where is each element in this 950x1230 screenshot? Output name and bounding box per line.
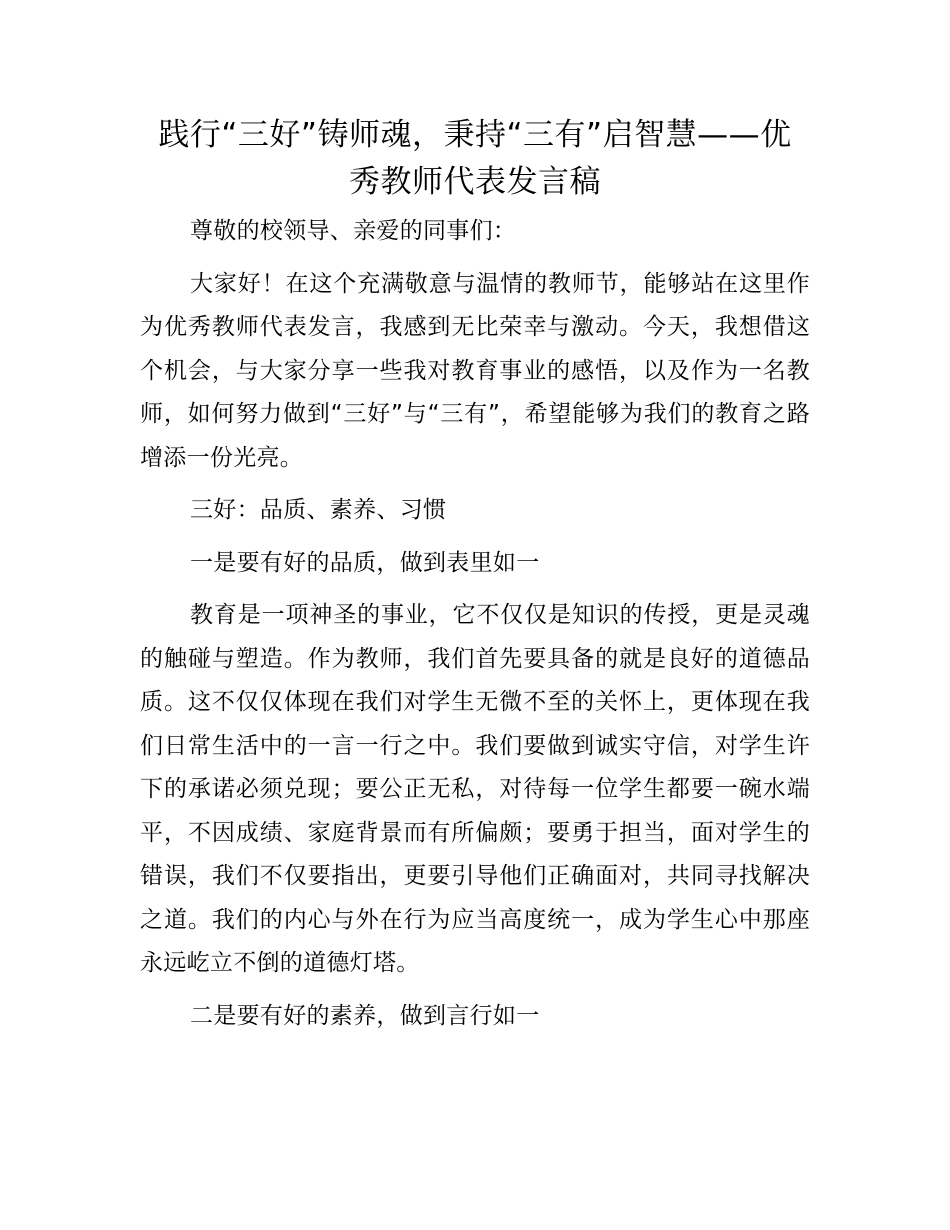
paragraph-greeting: 大家好！在这个充满敬意与温情的教师节，能够站在这里作为优秀教师代表发言，我感到无比荣幸与激动。今天，我想借这个机会，与大家分享一些我对教育事业的感悟，以及作为一名教师，如何努力做到“三好”与“三有”，希望能够为我们的教育之路增添一份光亮。 bbox=[140, 270, 810, 471]
subheading-good-literacy: 二是要有好的素养，做到言行如一 bbox=[190, 1002, 540, 1029]
salutation: 尊敬的校领导、亲爱的同事们： bbox=[190, 218, 517, 244]
title-line-2: 秀教师代表发言稿 bbox=[349, 164, 601, 200]
document-page bbox=[140, 112, 810, 1047]
paragraph-good-quality: 教育是一项神圣的事业，它不仅仅是知识的传授，更是灵魂的触碰与塑造。作为教师，我们首先要具备的就是良好的道德品质。这不仅仅体现在我们对学生无微不至的关怀上，更体现在我们日常生活中的一言一行之中。我们要做到诚实守信，对学生许下的承诺必须兑现；要公正无私，对待每一位学生都要一碗水端平，不因成绩、家庭背景而有所偏颇；要勇于担当，面对学生的错误，我们不仅要指出，更要引导他们正确面对，共同寻找解决之道。我们的内心与外在行为应当高度统一，成为学生心中那座永远屹立不倒的道德灯塔。 bbox=[140, 602, 810, 976]
section-heading-three-goods: 三好：品质、素养、习惯 bbox=[190, 497, 447, 523]
subheading-good-quality: 一是要有好的品质，做到表里如一 bbox=[190, 549, 540, 576]
document-title bbox=[140, 112, 810, 206]
title-line-1: 践行“三好”铸师魂，秉持“三有”启智慧——优 bbox=[158, 117, 792, 153]
